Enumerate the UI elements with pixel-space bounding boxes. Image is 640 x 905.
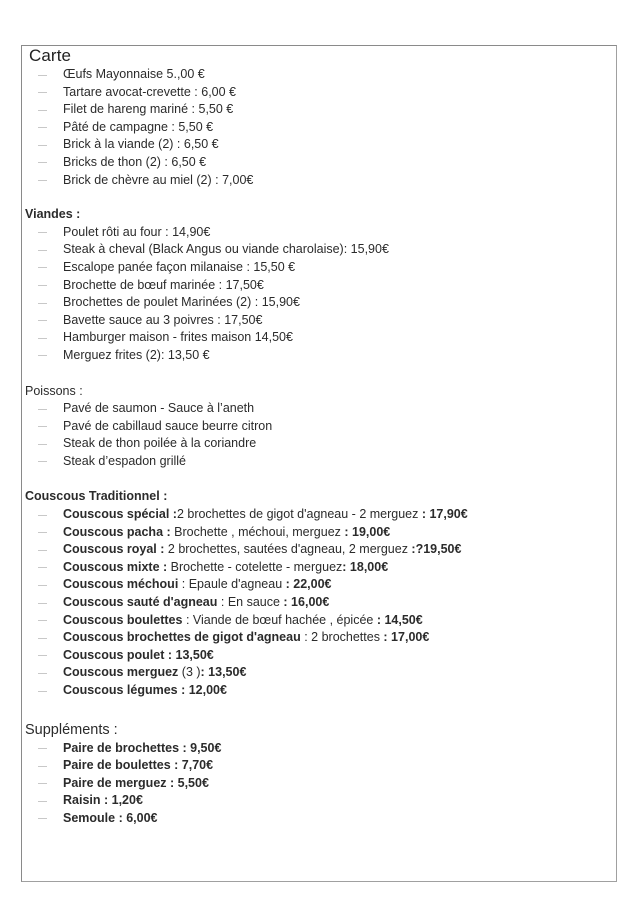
item-text: Filet de hareng mariné : 5,50 € — [63, 102, 234, 117]
list-item — [25, 594, 615, 612]
list-item — [25, 119, 615, 137]
dash-bullet-icon — [38, 267, 47, 268]
dash-bullet-icon — [38, 320, 47, 321]
item-text: Merguez frites (2): 13,50 € — [63, 347, 210, 362]
dash-bullet-icon — [38, 285, 47, 286]
list-item — [25, 329, 615, 347]
item-separator: : — [182, 612, 190, 627]
dash-bullet-icon — [38, 655, 47, 656]
list-item — [25, 154, 615, 172]
item-text: Raisin : 1,20€ — [63, 793, 143, 808]
item-price: : 14,50€ — [373, 612, 423, 627]
dash-bullet-icon — [38, 550, 47, 551]
list-item — [25, 172, 615, 190]
dash-bullet-icon — [38, 691, 47, 692]
list-item — [25, 84, 615, 102]
dash-bullet-icon — [38, 338, 47, 339]
spacer — [25, 189, 615, 206]
item-text: Bavette sauce au 3 poivres : 17,50€ — [63, 312, 263, 327]
list-item — [25, 101, 615, 119]
item-price: : 19,00€ — [340, 524, 391, 539]
item-separator: : — [300, 630, 308, 645]
list-item — [25, 524, 615, 542]
dash-bullet-icon — [38, 801, 47, 802]
spacer — [25, 470, 615, 488]
item-separator: : — [156, 542, 165, 557]
item-price: : 22,00€ — [282, 577, 332, 592]
dash-bullet-icon — [38, 818, 47, 819]
dash-bullet-icon — [38, 303, 47, 304]
item-separator: : — [163, 524, 171, 539]
list-item — [25, 294, 615, 312]
item-separator: : — [217, 595, 225, 610]
item-name: Couscous merguez — [63, 665, 179, 680]
list-item — [25, 224, 615, 242]
dash-bullet-icon — [38, 673, 47, 674]
item-price: : 16,00€ — [279, 595, 330, 610]
supplements-list — [25, 740, 615, 828]
couscous-list — [25, 506, 615, 700]
item-text: Semoule : 6,00€ — [63, 810, 158, 825]
list-item — [25, 259, 615, 277]
entrees-list — [25, 66, 615, 189]
list-item — [25, 612, 615, 630]
dash-bullet-icon — [38, 603, 47, 604]
item-description: 2 brochettes de gigot d'agneau - 2 merguez — [176, 507, 419, 522]
item-description: Epaule d'agneau — [185, 577, 283, 592]
dash-bullet-icon — [38, 783, 47, 784]
dash-bullet-icon — [38, 748, 47, 749]
item-text: Œufs Mayonnaise 5.,00 € — [63, 67, 205, 81]
list-item — [25, 559, 615, 577]
dash-bullet-icon — [38, 461, 47, 462]
item-separator: : — [178, 577, 186, 592]
list-item — [25, 435, 615, 453]
dash-bullet-icon — [38, 145, 47, 146]
item-price: :?19,50€ — [407, 542, 462, 557]
dash-bullet-icon — [38, 162, 47, 163]
dash-bullet-icon — [38, 355, 47, 356]
item-name: Couscous boulettes — [63, 612, 183, 627]
dash-bullet-icon — [38, 250, 47, 251]
item-text: Tartare avocat-crevette : 6,00 € — [63, 84, 237, 99]
list-item — [25, 136, 615, 154]
dash-bullet-icon — [38, 515, 47, 516]
list-item — [25, 400, 615, 418]
dash-bullet-icon — [38, 532, 47, 533]
viandes-list — [25, 224, 615, 365]
spacer — [25, 700, 615, 720]
item-description: 2 brochettes — [307, 630, 380, 645]
item-text: Escalope panée façon milanaise : 15,50 € — [63, 259, 296, 274]
dash-bullet-icon — [38, 585, 47, 586]
item-text: Paire de merguez : 5,50€ — [63, 775, 209, 790]
item-price: : 13,50€ — [200, 665, 247, 680]
list-item — [25, 792, 615, 810]
item-name: Couscous brochettes de gigot d'agneau — [63, 630, 301, 645]
dash-bullet-icon — [38, 567, 47, 568]
item-text: Steak à cheval (Black Angus ou viande charolaise): 15,90€ — [63, 242, 389, 257]
dash-bullet-icon — [38, 92, 47, 93]
list-item — [25, 453, 615, 471]
list-item — [25, 506, 615, 524]
item-text: Steak de thon poilée à la coriandre — [63, 436, 257, 451]
item-name: Couscous mixte — [63, 559, 160, 574]
list-item — [25, 277, 615, 295]
item-text: Pavé de saumon - Sauce à l’aneth — [63, 401, 255, 416]
item-price: : 17,00€ — [379, 630, 430, 645]
list-item — [25, 312, 615, 330]
item-separator: : — [159, 559, 168, 574]
item-description: 2 brochettes, sautées d'agneau, 2 merguez — [164, 542, 408, 557]
list-item — [25, 775, 615, 793]
dash-bullet-icon — [38, 766, 47, 767]
dash-bullet-icon — [38, 180, 47, 181]
item-description: En sauce — [224, 595, 280, 610]
menu-document — [25, 45, 615, 828]
item-text: Pavé de cabillaud sauce beurre citron — [63, 418, 273, 433]
item-text: Brochette de bœuf marinée : 17,50€ — [63, 277, 264, 292]
item-name: Couscous pacha — [63, 524, 164, 539]
list-item — [25, 418, 615, 436]
item-text: Steak d’espadon grillé — [63, 453, 186, 468]
item-text: Brochettes de poulet Marinées (2) : 15,90€ — [63, 295, 300, 310]
list-item — [25, 810, 615, 828]
section-heading-viandes: Viandes : — [25, 207, 81, 222]
section-heading-poissons: Poissons : — [25, 383, 83, 398]
item-description: (3 ) — [178, 665, 201, 680]
item-separator: : — [169, 507, 177, 522]
list-item — [25, 241, 615, 259]
item-text: Hamburger maison - frites maison 14,50€ — [63, 330, 293, 345]
list-item — [25, 576, 615, 594]
item-name: Couscous spécial — [63, 507, 170, 522]
item-text: Pâté de campagne : 5,50 € — [63, 119, 214, 134]
item-name: Couscous sauté d'agneau — [63, 595, 218, 610]
list-item — [25, 541, 615, 559]
item-name: Couscous poulet : 13,50€ — [63, 647, 214, 662]
item-text: Paire de brochettes : 9,50€ — [63, 740, 222, 755]
list-item — [25, 682, 615, 700]
page-title: Carte — [29, 46, 72, 65]
item-text: Bricks de thon (2) : 6,50 € — [63, 154, 207, 169]
item-text: Brick de chèvre au miel (2) : 7,00€ — [63, 172, 254, 187]
dash-bullet-icon — [38, 75, 47, 76]
item-text: Brick à la viande (2) : 6,50 € — [63, 137, 219, 152]
list-item — [25, 629, 615, 647]
dash-bullet-icon — [38, 638, 47, 639]
item-description: Viande de bœuf hachée , épicée — [189, 612, 374, 627]
list-item — [25, 647, 615, 665]
dash-bullet-icon — [38, 110, 47, 111]
list-item — [25, 66, 615, 84]
dash-bullet-icon — [38, 232, 47, 233]
item-name: Couscous légumes : 12,00€ — [63, 683, 227, 697]
list-item — [25, 757, 615, 775]
list-item — [25, 740, 615, 758]
item-price: : 17,90€ — [418, 507, 468, 522]
list-item — [25, 664, 615, 682]
item-text: Paire de boulettes : 7,70€ — [63, 758, 214, 773]
list-item — [25, 347, 615, 365]
section-heading-supplements: Suppléments : — [25, 721, 118, 738]
dash-bullet-icon — [38, 620, 47, 621]
dash-bullet-icon — [38, 127, 47, 128]
spacer — [25, 365, 615, 383]
item-name: Couscous royal — [63, 542, 157, 557]
item-description: Brochette , méchoui, merguez — [170, 524, 341, 539]
dash-bullet-icon — [38, 426, 47, 427]
section-heading-couscous: Couscous Traditionnel : — [25, 489, 168, 504]
item-description: Brochette - cotelette - merguez — [167, 559, 343, 574]
item-text: Poulet rôti au four : 14,90€ — [63, 224, 211, 239]
dash-bullet-icon — [38, 444, 47, 445]
dash-bullet-icon — [38, 409, 47, 410]
item-name: Couscous méchoui — [63, 577, 179, 592]
poissons-list — [25, 400, 615, 470]
item-price: : 18,00€ — [342, 559, 389, 574]
